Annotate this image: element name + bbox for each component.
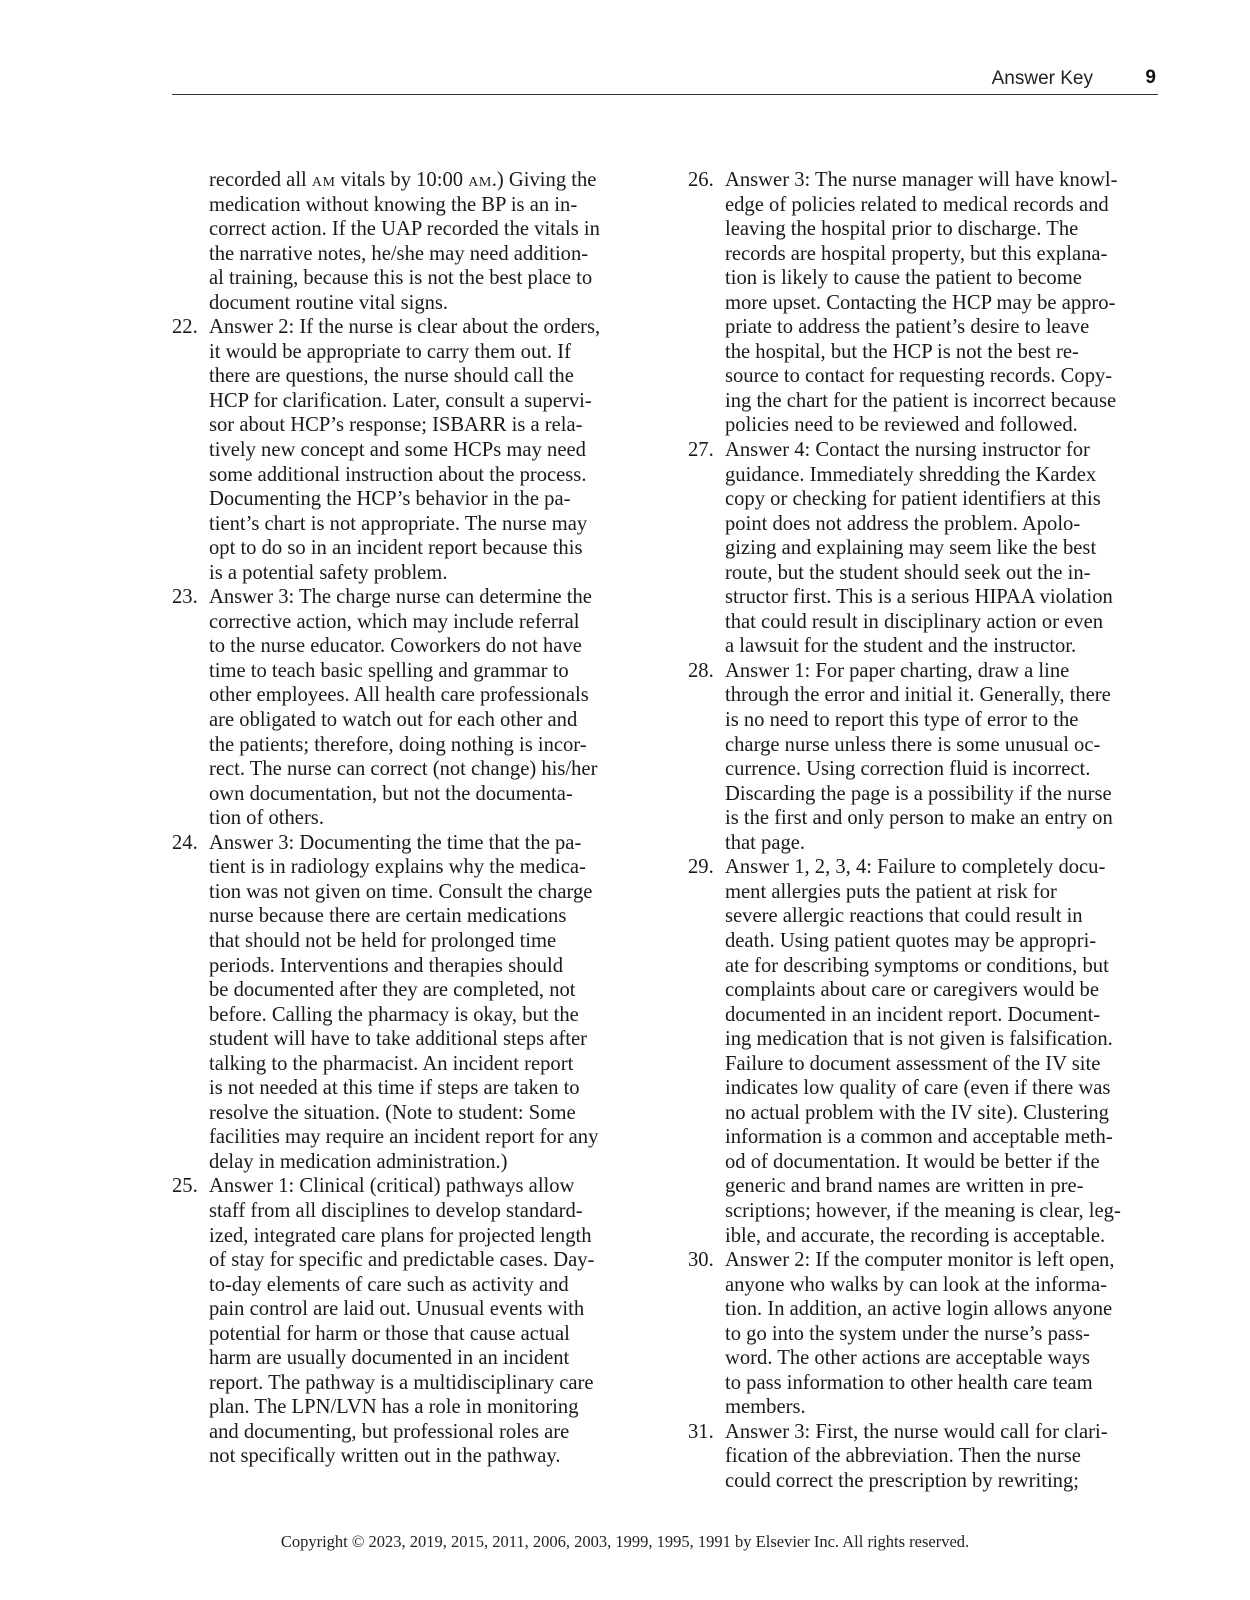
answer-line: delay in medication administration.) — [209, 1150, 508, 1173]
answer-line: indicates low quality of care (even if there was — [725, 1077, 1111, 1100]
answer-line: records are hospital property, but this explana- — [725, 242, 1108, 265]
answer-item-29 — [688, 855, 1158, 1248]
answer-line: scriptions; however, if the meaning is clear, leg- — [725, 1199, 1121, 1222]
answer-item-23 — [172, 585, 642, 830]
answer-line: to-day elements of care such as activity and — [209, 1273, 569, 1296]
answer-line: tient’s chart is not appropriate. The nurse may — [209, 512, 588, 535]
answer-item-25 — [172, 1174, 642, 1469]
answer-line: periods. Interventions and therapies should — [209, 954, 564, 977]
answer-line: currence. Using correction fluid is incorrect. — [725, 758, 1091, 781]
answer-line: that could result in disciplinary action or even — [725, 610, 1104, 633]
answer-line: tion of others. — [209, 807, 324, 830]
answer-line: nurse because there are certain medications — [209, 905, 567, 928]
answer-line: HCP for clarification. Later, consult a supervi- — [209, 389, 592, 412]
answer-line: opt to do so in an incident report because this — [209, 537, 583, 560]
answer-line: pain control are laid out. Unusual events with — [209, 1298, 585, 1321]
answer-line: documented in an incident report. Document- — [725, 1003, 1101, 1026]
answer-line: word. The other actions are acceptable ways — [725, 1347, 1090, 1370]
answer-line: ized, integrated care plans for projected length — [209, 1224, 592, 1247]
left-column — [172, 168, 642, 1469]
answer-number: 25. — [172, 1175, 198, 1198]
answer-line: death. Using patient quotes may be appropri- — [725, 929, 1097, 952]
answer-line: leaving the hospital prior to discharge. The — [725, 218, 1079, 241]
answer-line: correct action. If the UAP recorded the vitals in — [209, 218, 600, 241]
answer-line: sor about HCP’s response; ISBARR is a rela- — [209, 414, 583, 437]
answer-line: information is a common and acceptable meth- — [725, 1126, 1113, 1149]
answer-line: before. Calling the pharmacy is okay, but the — [209, 1003, 579, 1026]
answer-line: tion. In addition, an active login allows anyone — [725, 1298, 1113, 1321]
answer-line: corrective action, which may include referral — [209, 610, 580, 633]
answer-item-26 — [688, 168, 1158, 438]
answer-line: no actual problem with the IV site). Clustering — [725, 1101, 1109, 1124]
answer-line: resolve the situation. (Note to student: Some — [209, 1101, 576, 1124]
answer-line: through the error and initial it. Generally, there — [725, 684, 1111, 707]
answer-line: other employees. All health care professionals — [209, 684, 589, 707]
answer-line: route, but the student should seek out the in- — [725, 561, 1091, 584]
answer-line: plan. The LPN/LVN has a role in monitoring — [209, 1396, 579, 1419]
answer-line: tient is in radiology explains why the medica- — [209, 856, 586, 879]
answer-line: point does not address the problem. Apolo- — [725, 512, 1081, 535]
answer-21-continuation — [172, 168, 642, 315]
answer-item-28 — [688, 659, 1158, 855]
answer-line: is a potential safety problem. — [209, 561, 448, 584]
answer-line: ible, and accurate, the recording is acceptable. — [725, 1224, 1106, 1247]
answer-line: potential for harm or those that cause actual — [209, 1322, 570, 1345]
answer-line: Answer 1: For paper charting, draw a line — [725, 659, 1070, 682]
answer-line: guidance. Immediately shredding the Kardex — [725, 463, 1097, 486]
answer-line: members. — [725, 1396, 806, 1419]
am-abbreviation: am — [468, 169, 492, 191]
answer-line: to the nurse educator. Coworkers do not have — [209, 635, 582, 658]
answer-line: fication of the abbreviation. Then the nurse — [725, 1445, 1081, 1468]
answer-line: tively new concept and some HCPs may need — [209, 439, 586, 462]
answer-line: document routine vital signs. — [209, 291, 449, 314]
am-abbreviation: am — [311, 169, 336, 191]
answer-number: 28. — [688, 659, 714, 682]
answer-item-30 — [688, 1248, 1158, 1420]
running-header — [172, 62, 1158, 95]
answer-item-24 — [172, 831, 642, 1175]
answer-line: copy or checking for patient identifiers at this — [725, 488, 1101, 511]
answer-line: ate for describing symptoms or conditions, but — [725, 954, 1109, 977]
answer-line: ment allergies puts the patient at risk for — [725, 880, 1057, 903]
answer-line: facilities may require an incident report for any — [209, 1126, 599, 1149]
answer-line: complaints about care or caregivers would be — [725, 979, 1099, 1002]
answer-line: charge nurse unless there is some unusual oc- — [725, 733, 1101, 756]
answer-line: and documenting, but professional roles are — [209, 1420, 570, 1443]
answer-line: Answer 3: The nurse manager will have knowl- — [725, 169, 1118, 191]
running-title: Answer Key — [991, 68, 1093, 89]
answer-line: Failure to document assessment of the IV site — [725, 1052, 1101, 1075]
text-run: recorded all — [209, 169, 312, 191]
answer-line: medication without knowing the BP is an in- — [209, 193, 578, 216]
answer-line: own documentation, but not the documenta- — [209, 782, 573, 805]
answer-line: od of documentation. It would be better if the — [725, 1150, 1100, 1173]
answer-line: the hospital, but the HCP is not the best re- — [725, 340, 1079, 363]
answer-number: 30. — [688, 1249, 714, 1272]
answer-line: edge of policies related to medical records and — [725, 193, 1109, 216]
answer-line: policies need to be reviewed and followed. — [725, 414, 1078, 437]
answer-line: source to contact for requesting records. Copy- — [725, 365, 1113, 388]
right-answer-list — [688, 168, 1158, 1494]
answer-line: talking to the pharmacist. An incident report — [209, 1052, 574, 1075]
answer-line: tion is likely to cause the patient to become — [725, 267, 1082, 290]
answer-line: Answer 3: First, the nurse would call for clari- — [725, 1420, 1108, 1443]
answer-number: 24. — [172, 831, 198, 854]
answer-line: gizing and explaining may seem like the best — [725, 537, 1097, 560]
answer-item-31 — [688, 1420, 1158, 1494]
answer-line: priate to address the patient’s desire to leave — [725, 316, 1090, 339]
answer-line: the patients; therefore, doing nothing is incor- — [209, 733, 587, 756]
answer-line: could correct the prescription by rewriting; — [725, 1469, 1079, 1492]
answer-line: be documented after they are completed, not — [209, 979, 576, 1002]
answer-line: to pass information to other health care team — [725, 1371, 1093, 1394]
answer-line: ing medication that is not given is falsification. — [725, 1028, 1113, 1051]
answer-line: is not needed at this time if steps are taken to — [209, 1077, 580, 1100]
answer-line: Answer 4: Contact the nursing instructor for — [725, 439, 1090, 462]
answer-line: Answer 1: Clinical (critical) pathways allow — [209, 1175, 575, 1198]
answer-number: 29. — [688, 856, 714, 879]
answer-line: time to teach basic spelling and grammar to — [209, 659, 569, 682]
answer-line: Answer 2: If the nurse is clear about the orders, — [209, 316, 601, 339]
answer-line: report. The pathway is a multidisciplinary care — [209, 1371, 594, 1394]
answer-line: rect. The nurse can correct (not change) his/her — [209, 758, 598, 781]
copyright-footer: Copyright © 2023, 2019, 2015, 2011, 2006, 2003, 1999, 1995, 1991 by Elsevier Inc. All rights reserved. — [280, 1532, 970, 1551]
answer-line: Answer 3: The charge nurse can determine the — [209, 586, 592, 609]
answer-number: 23. — [172, 586, 198, 609]
answer-line: severe allergic reactions that could result in — [725, 905, 1083, 928]
page-number: 9 — [1145, 67, 1156, 88]
answer-line: harm are usually documented in an incident — [209, 1347, 570, 1370]
answer-line: staff from all disciplines to develop standard- — [209, 1199, 583, 1222]
answer-line: al training, because this is not the best place to — [209, 267, 593, 290]
answer-line: Answer 1, 2, 3, 4: Failure to completely docu- — [725, 856, 1106, 879]
right-column — [688, 168, 1158, 1494]
answer-number: 22. — [172, 316, 198, 339]
answer-line: is the first and only person to make an entry on — [725, 807, 1113, 830]
answer-line: Discarding the page is a possibility if the nurse — [725, 782, 1112, 805]
answer-line — [209, 168, 642, 193]
answer-line: not specifically written out in the pathway. — [209, 1445, 561, 1468]
answer-line: Answer 3: Documenting the time that the pa- — [209, 831, 582, 854]
answer-item-27 — [688, 438, 1158, 659]
answer-line: the narrative notes, he/she may need addition- — [209, 242, 589, 265]
text-run: vitals by 10:00 — [335, 169, 469, 191]
answer-number: 31. — [688, 1420, 714, 1443]
left-answer-list — [172, 315, 642, 1469]
answer-line: that page. — [725, 831, 806, 854]
answer-item-22 — [172, 315, 642, 585]
answer-line: it would be appropriate to carry them out. If — [209, 340, 571, 363]
answer-line: student will have to take additional steps after — [209, 1028, 588, 1051]
answer-line: Answer 2: If the computer monitor is left open, — [725, 1249, 1115, 1272]
answer-line: that should not be held for prolonged time — [209, 929, 557, 952]
answer-line: structor first. This is a serious HIPAA violation — [725, 586, 1113, 609]
answer-line: ing the chart for the patient is incorrect because — [725, 389, 1117, 412]
answer-line: are obligated to watch out for each other and — [209, 709, 578, 732]
answer-line: generic and brand names are written in pre- — [725, 1175, 1084, 1198]
answer-line: there are questions, the nurse should call the — [209, 365, 574, 388]
answer-line: is no need to report this type of error to the — [725, 709, 1079, 732]
answer-line: more upset. Contacting the HCP may be appro- — [725, 291, 1116, 314]
answer-line: of stay for specific and predictable cases. Day- — [209, 1249, 595, 1272]
answer-line: a lawsuit for the student and the instructor. — [725, 635, 1077, 658]
answer-number: 27. — [688, 439, 714, 462]
answer-line: anyone who walks by can look at the informa- — [725, 1273, 1108, 1296]
answer-line: to go into the system under the nurse’s pass- — [725, 1322, 1090, 1345]
answer-line: tion was not given on time. Consult the charge — [209, 880, 593, 903]
answer-number: 26. — [688, 169, 714, 191]
answer-line: Documenting the HCP’s behavior in the pa- — [209, 488, 571, 511]
text-run: .) Giving the — [491, 169, 597, 191]
answer-line: some additional instruction about the process. — [209, 463, 587, 486]
